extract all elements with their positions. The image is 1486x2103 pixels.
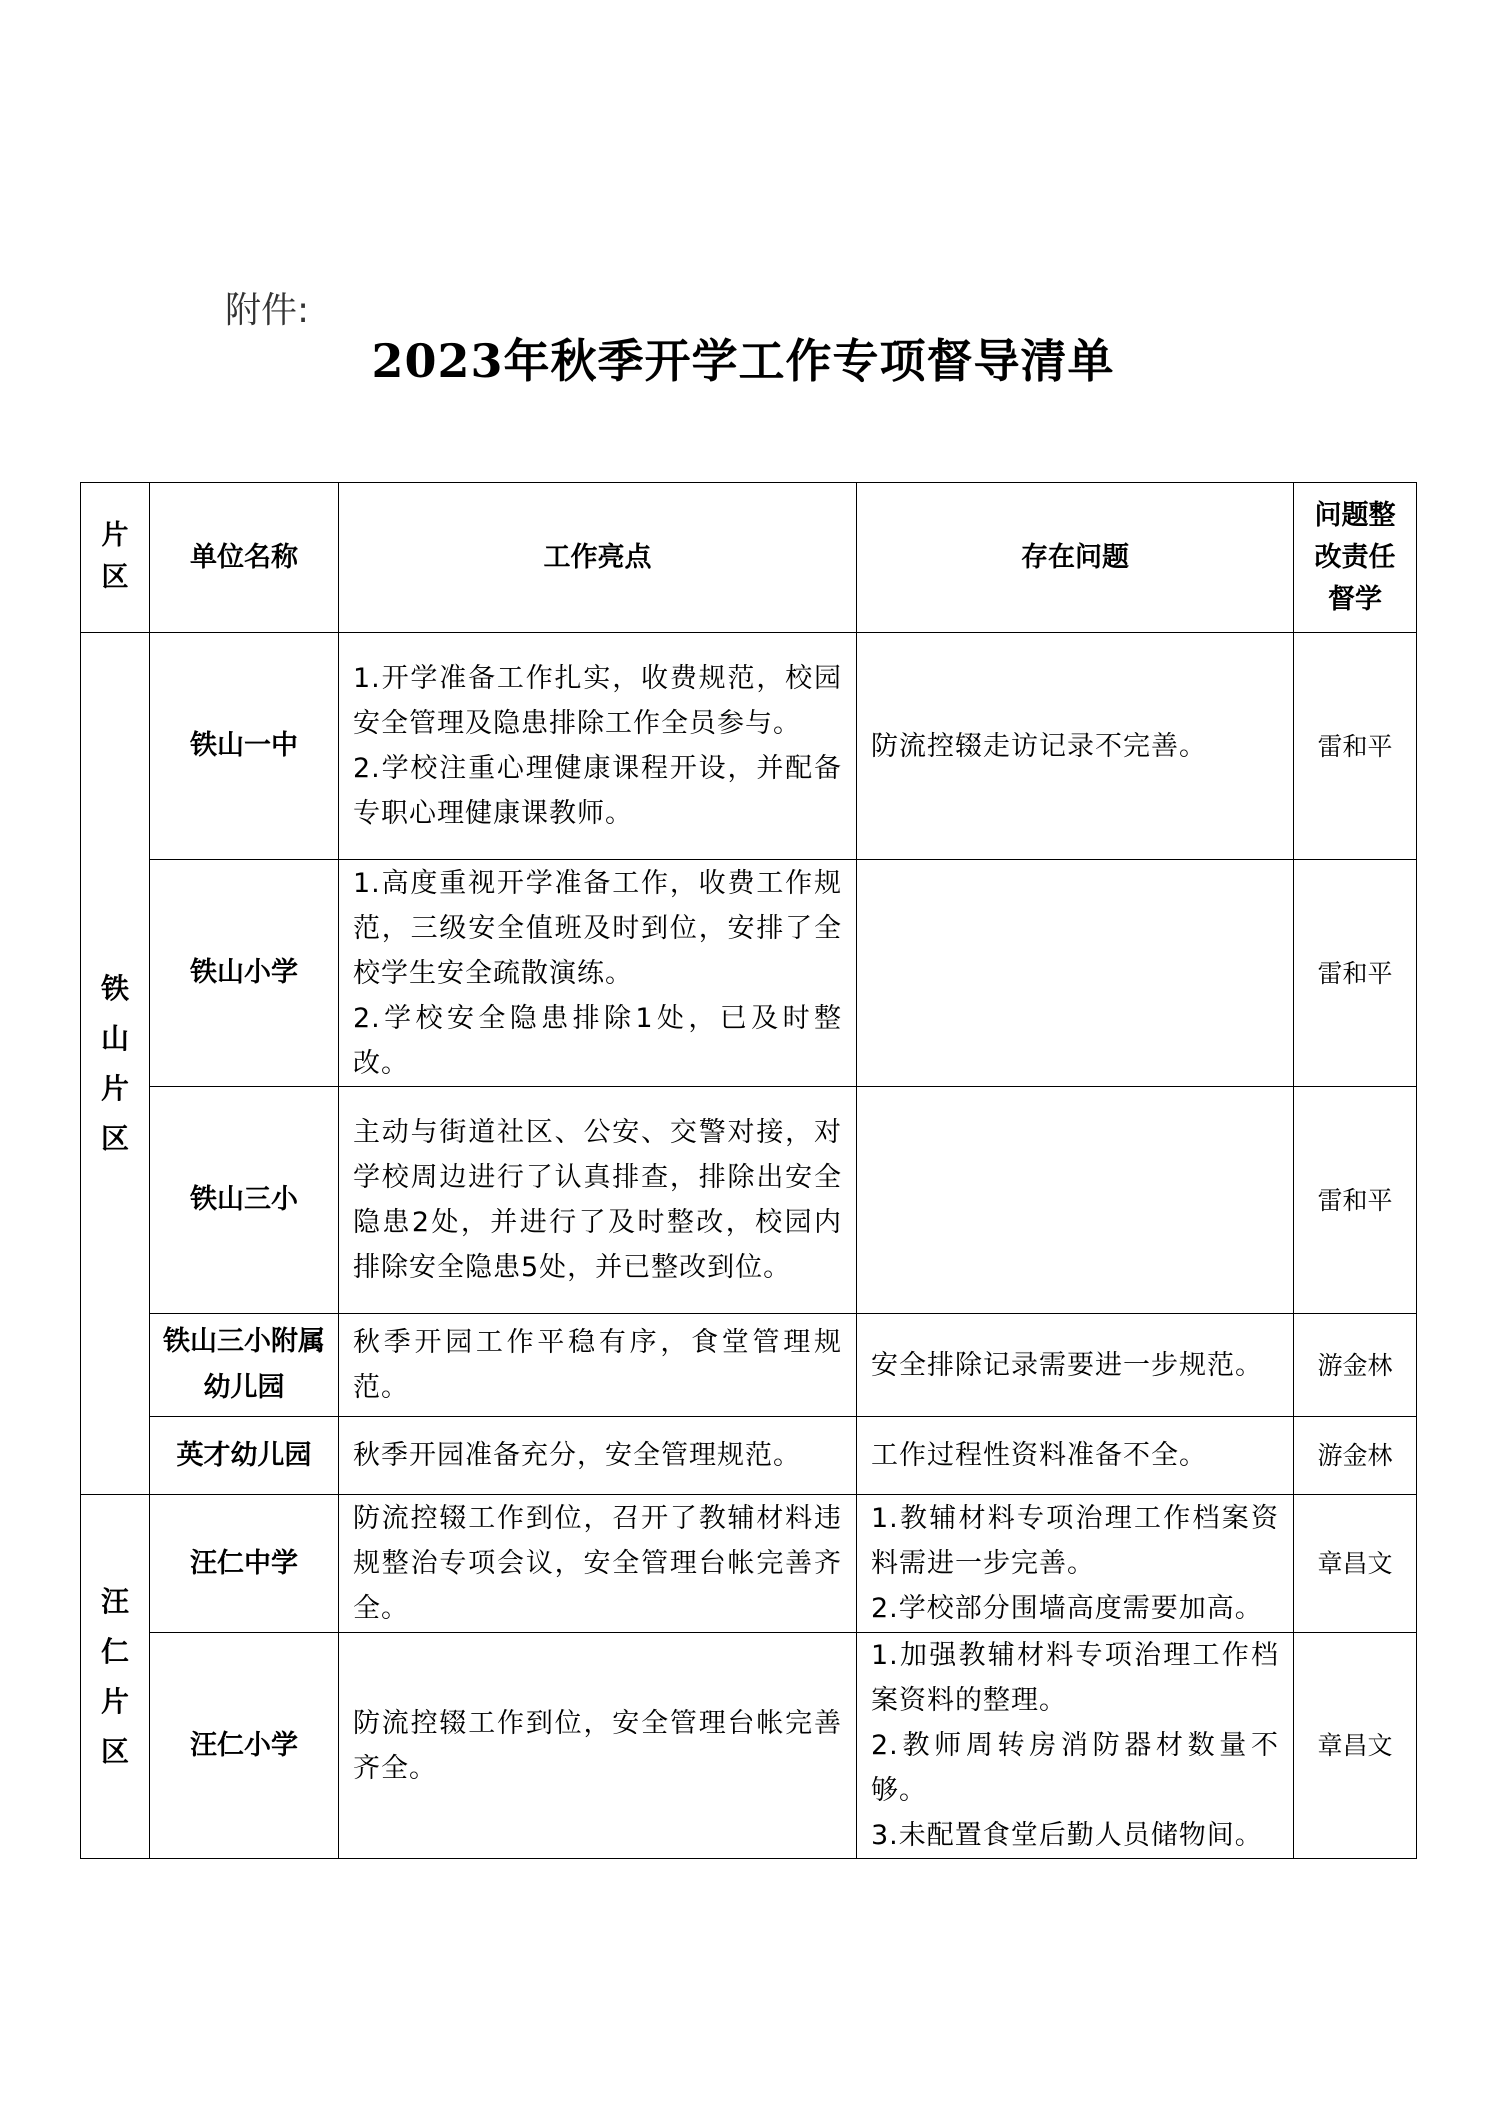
column-header-district: 片区 (81, 483, 150, 633)
column-header-highlights: 工作亮点 (339, 483, 857, 633)
supervisor-cell: 雷和平 (1294, 633, 1417, 860)
table-row (81, 1314, 1417, 1417)
attachment-label: 附件: (225, 290, 310, 331)
unit-name: 英才幼儿园 (150, 1417, 339, 1495)
highlights-cell: 主动与街道社区、公安、交警对接，对学校周边进行了认真排查，排除出安全隐患2处，并进行了及时整改，校园内排除安全隐患5处，并已整改到位。 (339, 1087, 857, 1314)
unit-name: 铁山三小附属幼儿园 (150, 1314, 339, 1417)
problems-cell (857, 860, 1294, 1087)
highlights-cell: 秋季开园工作平稳有序，食堂管理规范。 (339, 1314, 857, 1417)
supervisor-cell: 章昌文 (1294, 1633, 1417, 1859)
supervisor-cell: 雷和平 (1294, 1087, 1417, 1314)
problems-cell: 防流控辍走访记录不完善。 (857, 633, 1294, 860)
table-row (81, 1417, 1417, 1495)
column-header-problems: 存在问题 (857, 483, 1294, 633)
table-row (81, 1495, 1417, 1633)
table-row (81, 860, 1417, 1087)
problems-cell: 安全排除记录需要进一步规范。 (857, 1314, 1294, 1417)
unit-name: 铁山一中 (150, 633, 339, 860)
table-row (81, 633, 1417, 860)
supervisor-cell: 游金林 (1294, 1417, 1417, 1495)
table-header-row (81, 483, 1417, 633)
unit-name: 汪仁中学 (150, 1495, 339, 1633)
highlights-cell: 防流控辍工作到位，召开了教辅材料违规整治专项会议，安全管理台帐完善齐全。 (339, 1495, 857, 1633)
unit-name: 汪仁小学 (150, 1633, 339, 1859)
highlights-cell: 1.开学准备工作扎实，收费规范，校园安全管理及隐患排除工作全员参与。 2.学校注重心理健康课程开设，并配备专职心理健康课教师。 (339, 633, 857, 860)
column-header-unit: 单位名称 (150, 483, 339, 633)
problems-cell: 工作过程性资料准备不全。 (857, 1417, 1294, 1495)
supervisor-cell: 雷和平 (1294, 860, 1417, 1087)
supervisor-cell: 章昌文 (1294, 1495, 1417, 1633)
document-title: 2023年秋季开学工作专项督导清单 (371, 334, 1115, 388)
table-row (81, 1633, 1417, 1859)
highlights-cell: 1.高度重视开学准备工作，收费工作规范，三级安全值班及时到位，安排了全校学生安全疏散演练。 2.学校安全隐患排除1处，已及时整改。 (339, 860, 857, 1087)
problems-cell (857, 1087, 1294, 1314)
column-header-supervisor: 问题整改责任督学 (1294, 483, 1417, 633)
problems-cell: 1.教辅材料专项治理工作档案资料需进一步完善。 2.学校部分围墙高度需要加高。 (857, 1495, 1294, 1633)
table-row (81, 1087, 1417, 1314)
district-cell: 铁山片区 (81, 633, 150, 1495)
highlights-cell: 秋季开园准备充分，安全管理规范。 (339, 1417, 857, 1495)
unit-name: 铁山小学 (150, 860, 339, 1087)
unit-name: 铁山三小 (150, 1087, 339, 1314)
highlights-cell: 防流控辍工作到位，安全管理台帐完善齐全。 (339, 1633, 857, 1859)
supervisor-cell: 游金林 (1294, 1314, 1417, 1417)
supervision-table (80, 482, 1417, 1859)
district-cell: 汪仁片区 (81, 1495, 150, 1859)
problems-cell: 1.加强教辅材料专项治理工作档案资料的整理。 2.教师周转房消防器材数量不够。 3.未配置食堂后勤人员储物间。 (857, 1633, 1294, 1859)
